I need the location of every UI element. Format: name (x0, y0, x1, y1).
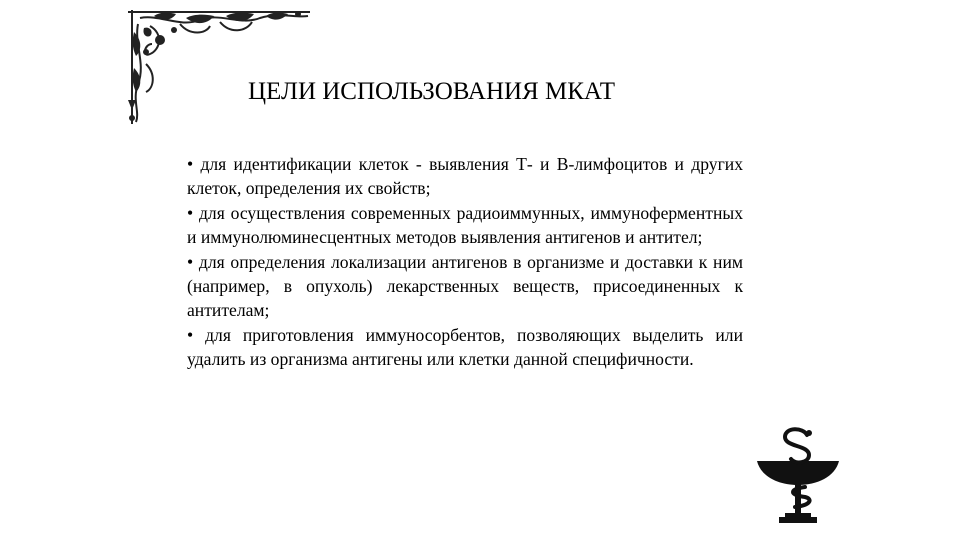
bowl-of-hygieia-icon (755, 425, 841, 525)
bullet-item: • для определения локализации антигенов в организме и доставки к ним (например, в опухоль) лекарственных веществ, присоединенных к антителам; (187, 251, 743, 321)
bullet-item: • для приготовления иммуносорбентов, позволяющих выделить или удалить из организма антигены или клетки данной специфичности. (187, 324, 743, 370)
floral-corner-ornament-icon (120, 4, 312, 132)
slide-title: ЦЕЛИ ИСПОЛЬЗОВАНИЯ МКАТ (248, 78, 616, 105)
bullet-list (187, 152, 743, 372)
bullet-item: • для идентификации клеток - выявления Т- и В-лимфоцитов и других клеток, определения их свойств; (187, 154, 743, 199)
bullet-item: • для осуществления современных радиоиммунных, иммуноферментных и иммунолюминесцентных методов выявления антигенов и антител; (187, 202, 743, 248)
